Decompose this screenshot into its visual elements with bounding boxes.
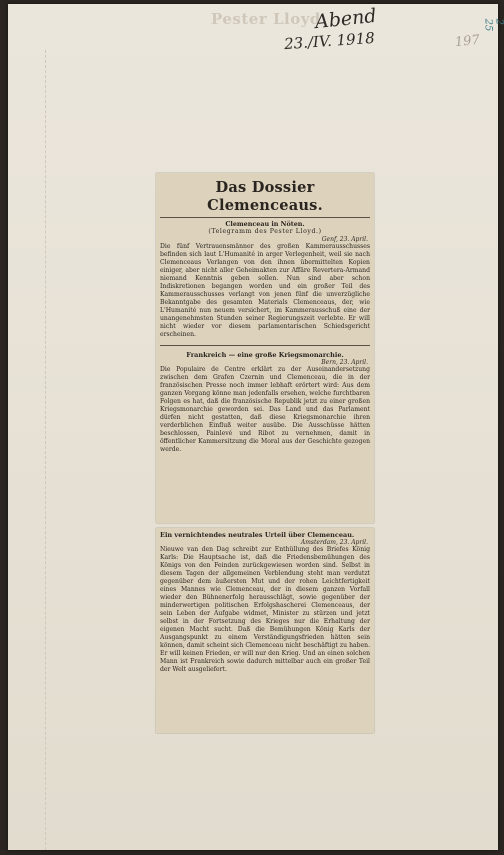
article-body-text: Die fünf Vertrauensmänner des großen Kammerausschusses befinden sich laut L'Humanité in arger Verlegenheit, weil sie nach Clemenceaus Verlangen von den ihnen übermittelten Kopien einiger, aber nicht aller Geheimakten zur Affäre Revertera-Armand niemand Kenntnis geben sollen. Nun sind aber schon Indiskretionen begangen worden und ein großer Teil des Kammerausschusses verlangt von jenen fünf die unverzügliche Bekanntgabe des gesamten Materials Clemenceaus, der, wie L'Humanité nun neuem versichert, im Kammerausschuß eine der unangenehmsten Stunden seiner Regierungszeit verlebte. Er will nicht wieder vor diesem parlamentarischen Schiedsgericht erscheinen. <box>160 243 370 338</box>
newspaper-stamp: Pester Lloyd <box>211 10 321 28</box>
second-article-body-text: Nieuwe van den Dag schreibt zur Enthüllung des Briefes König Karls: Die Hauptsache ist, daß die Friedensbemühungen des Königs von den Feinden zurückgewiesen worden sind. Selbst in diesem Tagen der allgemeinen Verblendung steht man verdutzt gegenüber dem äußersten Mut und der rohen Leichtfertigkeit eines Mannes wie Clemenceau, der in diesem ganzen Vorfall wieder den Bühnenerfolg herausschlägt, sowie gegenüber der minderwertigen politischen Erfolgshascherei Clemenceaus, der sein Leben der Aufgabe widmet, Minister zu stürzen und jetzt selbst in der Fortsetzung des Krieges nur die Erhaltung der eigenen Macht sucht. Daß die Bemühungen König Karls der Ausgangspunkt zu einem Verständigungsfrieden hätten sein können, damit scheint sich Clemenceau nicht beschäftigt zu haben. Er will keinen Frieden, er will nur den Krieg. Und an einen solchen Mann ist Frankreich sowie dadurch mittelbar auch ein großer Teil der Welt ausgeliefert. <box>160 546 370 673</box>
section-body-text: Die Populaire de Centre erklärt zu der Auseinandersetzung zwischen dem Grafen Czernin und Clemenceau, die in der französischen Presse noch immer lebhaft erörtert wird: Aus dem ganzen Vorgang könne man jedenfalls ersehen, welche furchtbaren Folgen es hat, daß die französische Republik jetzt zu einer großen Kriegsmonarchie geworden sei. Das Land und das Parlament dürfen nicht gestatten, daß diese Kriegsmonarchie ihren verderblichen Einfluß weiter ausübe. Die Ausschüsse hätten beschlossen, Painlevé und Ribot zu vernehmen, damit in öffentlicher Kammersitzung die Moral aus der Geschichte gezogen werde. <box>160 366 370 453</box>
sheet-fold-line <box>45 50 46 850</box>
headline-rule <box>160 217 370 218</box>
article-subline: (Telegramm des Pester Lloyd.) <box>208 228 322 235</box>
second-article-body <box>160 546 370 674</box>
section-title: Frankreich — eine große Kriegsmonarchie. <box>186 351 344 359</box>
article-headline: Das Dossier Clemenceaus. <box>207 179 323 214</box>
folio-number: 197 <box>454 32 481 51</box>
clipping-main <box>156 173 374 523</box>
article-dateline: Genf, 23. April. <box>321 236 368 243</box>
clipping-second <box>156 528 374 733</box>
archive-sheet <box>8 4 504 850</box>
section-dateline: Bern, 23. April. <box>321 359 368 366</box>
section-body <box>160 366 370 454</box>
article-subhead: Clemenceau in Nöten. <box>225 220 305 228</box>
handwritten-edition: Abend <box>314 4 378 34</box>
marginal-mark: 2 25 <box>482 18 504 32</box>
second-article-title: Ein vernichtendes neutrales Urteil über Clemenceau. <box>160 531 355 539</box>
article-body <box>160 243 370 339</box>
section-rule <box>160 345 370 346</box>
second-article-dateline: Amsterdam, 23. April. <box>300 539 368 546</box>
handwritten-date: 23./IV. 1918 <box>283 28 376 54</box>
